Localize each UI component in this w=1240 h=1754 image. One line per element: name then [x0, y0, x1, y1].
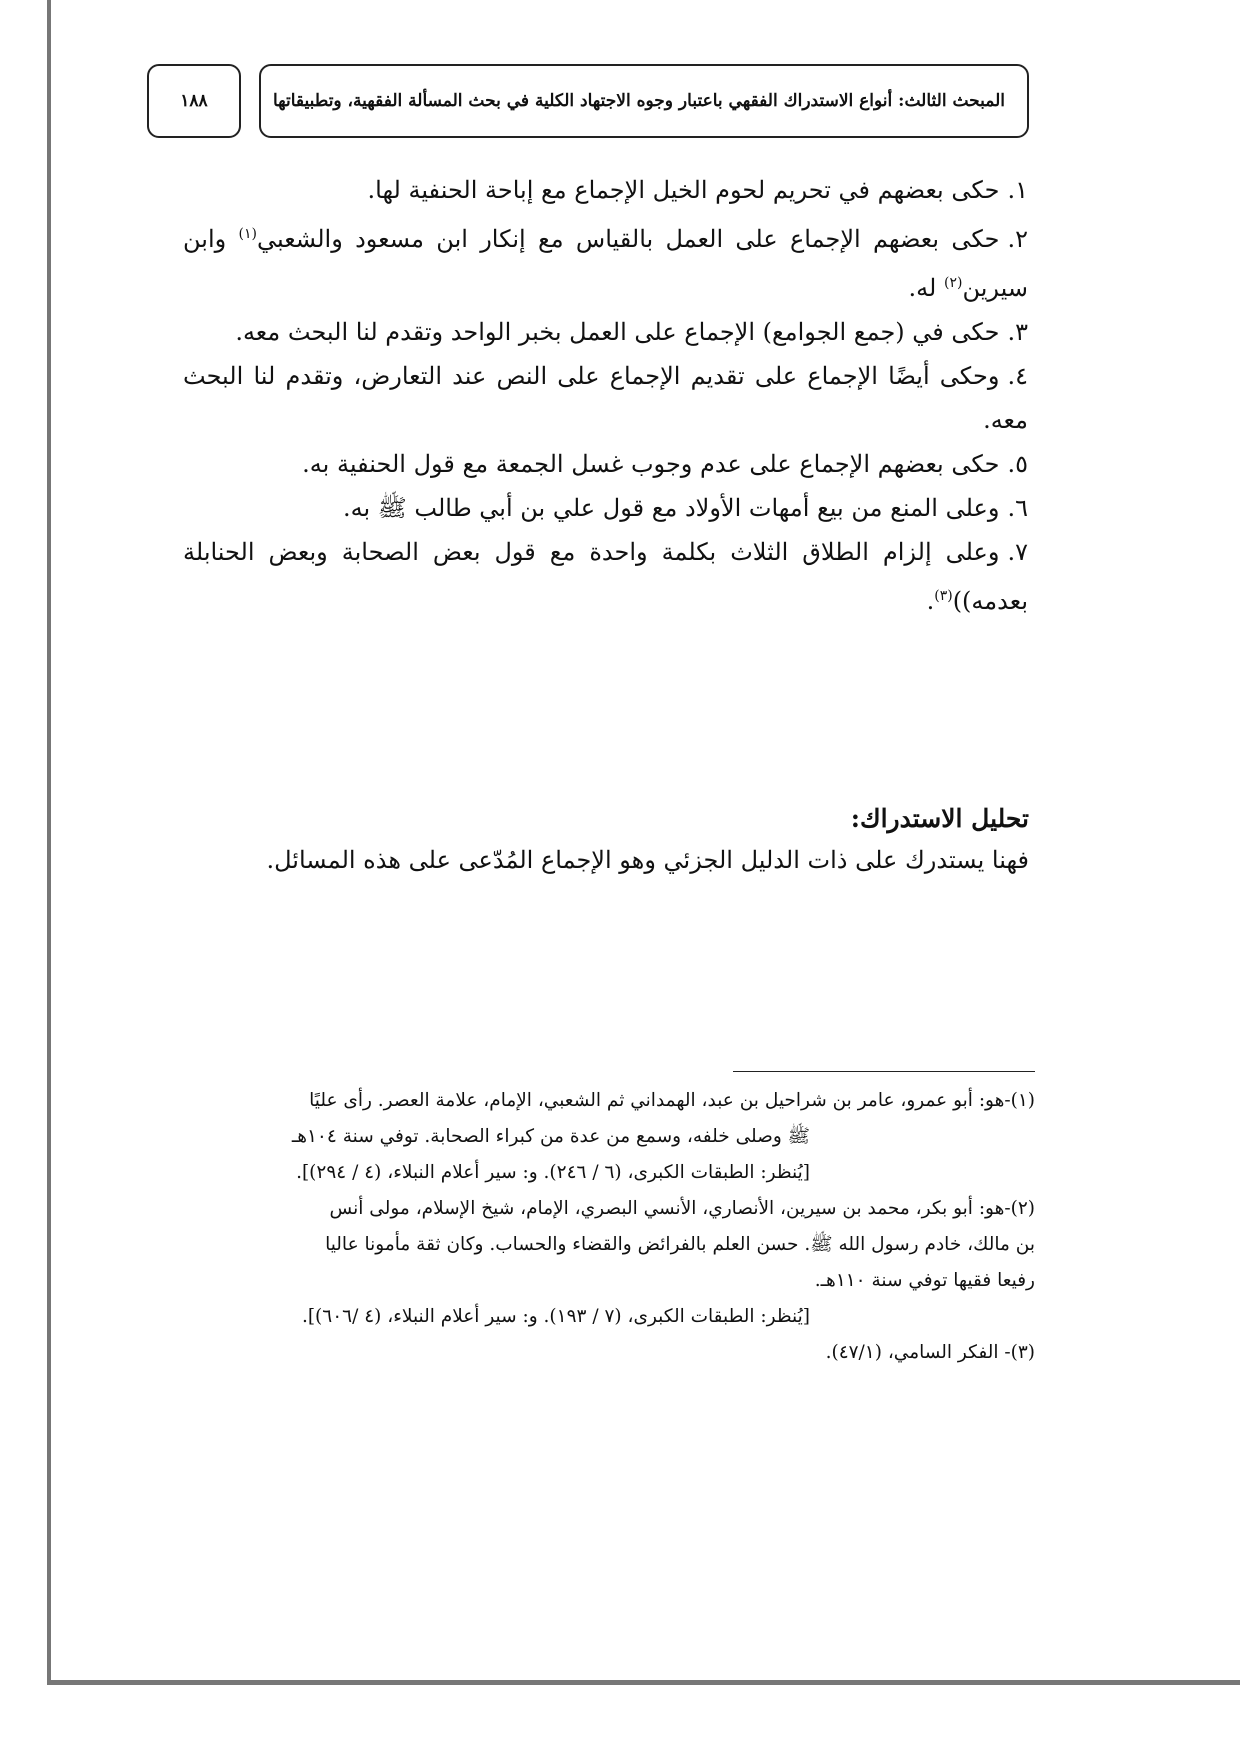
footnote-3: (٣)- الفكر السامي، (٤٧/١).	[825, 1342, 1035, 1363]
header-title: المبحث الثالث: أنواع الاستدراك الفقهي باعتبار وجوه الاجتهاد الكلية في بحث المسألة الفقهية، وتطبيقاتها	[272, 91, 1005, 111]
list-item: ١.حكى بعضهم في تحريم لحوم الخيل الإجماع مع إباحة الحنفية لها.	[367, 176, 1028, 204]
page-frame-bottom	[47, 1680, 1240, 1685]
footnote-ref[interactable]: (١)	[238, 226, 257, 242]
list-item: ٥.حكى بعضهم الإجماع على عدم وجوب غسل الجمعة مع قول الحنفية به.	[302, 450, 1028, 478]
footnote-ref[interactable]: (٣)	[934, 588, 953, 604]
page-number: ١٨٨	[180, 91, 208, 111]
analysis-heading: تحليل الاستدراك:	[850, 804, 1029, 833]
page-frame-left	[47, 0, 51, 1683]
ijma-claims-list	[183, 168, 1028, 623]
main-body	[183, 168, 1028, 623]
page-number-box	[147, 64, 241, 138]
footnote-ref[interactable]: (٢)	[943, 275, 963, 291]
list-item: ٢.حكى بعضهم الإجماع على العمل بالقياس مع إنكار ابن مسعود والشعبي$^{(١)}$ وابن سيرين$^{(٢)}$ له.	[183, 225, 1028, 302]
list-item: ٦.وعلى المنع من بيع أمهات الأولاد مع قول علي بن أبي طالب ﷺ به.	[342, 494, 1028, 522]
list-item: ٤.وحكى أيضًا الإجماع على تقديم الإجماع على النص عند التعارض، وتقدم لنا البحث معه.	[183, 362, 1028, 434]
footnotes: (١)-هو: أبو عمرو، عامر بن شراحيل بن عبد، الهمداني ثم الشعبي، الإمام، علامة العصر. رأى عليًا ﷺ وصلى خلفه، وسمع من عدة من كبراء الصحابة. توفي سنة ١٠٤هـ [يُنظر: الطبقات الكبرى، (٦ / ٢٤٦). و: سير أعلام النبلاء، (٤ / ٢٩٤)]. (٢)-هو: أبو بكر، محمد بن سيرين، الأنصاري، الأنسي البصري، الإمام، شيخ الإسلام، مولى أنس بن مالك، خادم رسول الله ﷺ. حسن العلم بالفرائض والقضاء والحساب. وكان ثقة مأمونا عاليا رفيعا فقيها توفي سنة ١١٠هـ. [يُنظر: الطبقات الكبرى، (٧ / ١٩٣). و: سير أعلام النبلاء، (٤ /٦٠٦)]. (٣)- الفكر السامي، (٤٧/١).	[140, 1083, 1035, 1371]
analysis-text: فهنا يستدرك على ذات الدليل الجزئي وهو الإجماع المُدّعى على هذه المسائل.	[266, 846, 1029, 874]
footnote-separator	[733, 1071, 1035, 1072]
footnote-2: (٢)-هو: أبو بكر، محمد بن سيرين، الأنصاري، الأنسي البصري، الإمام، شيخ الإسلام، مولى أنس	[329, 1198, 1035, 1219]
running-header	[259, 64, 1029, 138]
footnote-1: (١)-هو: أبو عمرو، عامر بن شراحيل بن عبد، الهمداني ثم الشعبي، الإمام، علامة العصر. رأى عليًا	[309, 1090, 1035, 1111]
list-item: ٧.وعلى إلزام الطلاق الثلاث بكلمة واحدة مع قول بعض الصحابة وبعض الحنابلة بعدمه))$^{(٣)}$.	[183, 538, 1028, 615]
list-item: ٣.حكى في (جمع الجوامع) الإجماع على العمل بخبر الواحد وتقدم لنا البحث معه.	[235, 318, 1028, 346]
